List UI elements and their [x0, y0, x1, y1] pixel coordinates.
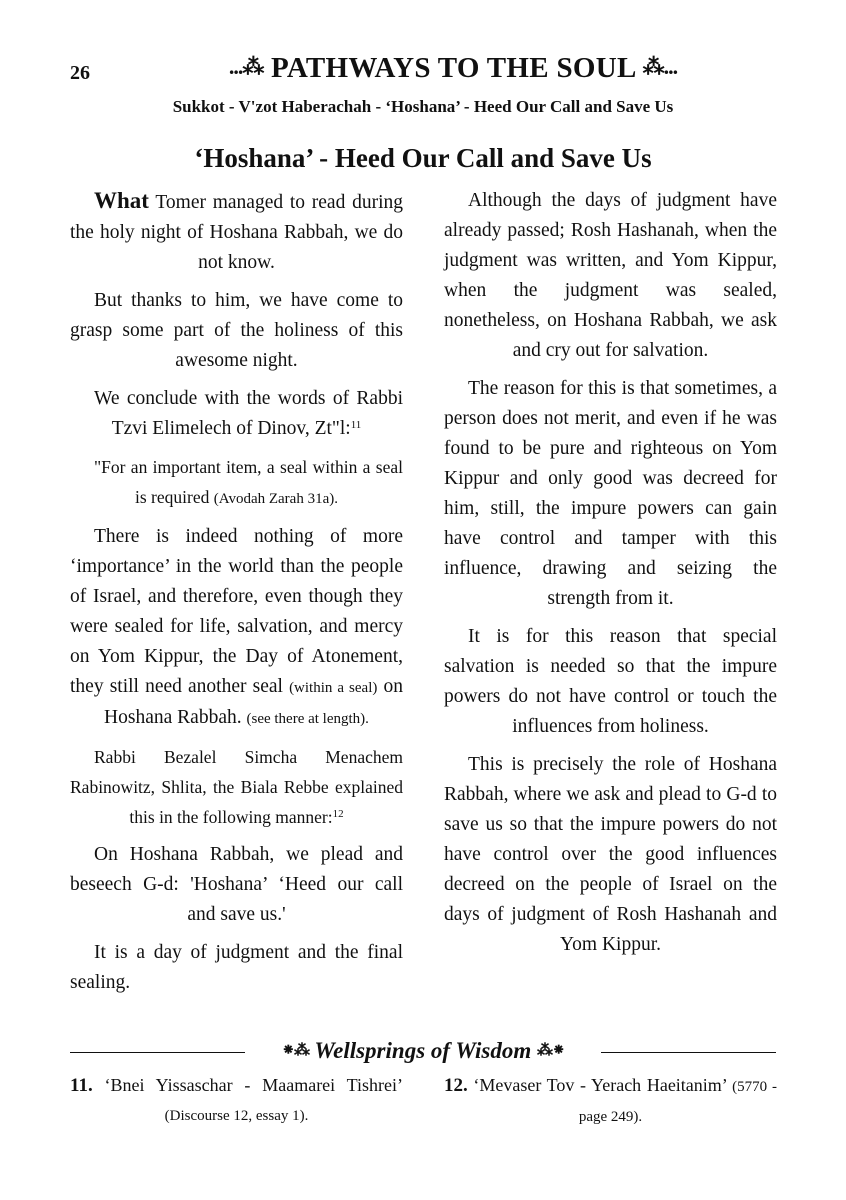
- ornament-left-icon: ⁕⁂: [281, 1042, 310, 1059]
- paragraph: Although the days of judgment have already passed; Rosh Hashanah, when the judgment was written, and Yom Kippur, when the judgment was sealed, nonetheless, on Hoshana Rabbah, we ask and cry out for salvation.: [444, 190, 777, 361]
- article-title: ‘Hoshana’ - Heed Our Call and Save Us: [194, 143, 652, 173]
- citation: (see there at length).: [246, 711, 369, 727]
- footnote-citation: (Discourse 12, essay 1).: [164, 1108, 309, 1124]
- footnote-number: 12.: [444, 1075, 468, 1096]
- page-number: 26: [70, 62, 90, 84]
- ornament-right-icon: ⁂...: [642, 54, 678, 79]
- citation: (within a seal): [289, 680, 378, 696]
- divider-label: ⁕⁂ Wellsprings of Wisdom ⁂⁕: [281, 1038, 565, 1063]
- left-column: [70, 186, 403, 1006]
- footnote-ref: 12: [332, 808, 344, 820]
- paragraph: We conclude with the words of Rabbi Tzvi Elimelech of Dinov, Zt"l:$^{11}$: [94, 388, 403, 439]
- footnote-11: 11. ‘Bnei Yissaschar - Maamarei Tishrei’ (Discourse 12, essay 1).: [70, 1075, 403, 1124]
- page-header: [70, 52, 776, 92]
- paragraph: What Tomer managed to read during the holy night of Hoshana Rabbah, we do not know.: [70, 188, 403, 273]
- ornament-right-icon: ⁂⁕: [536, 1042, 565, 1059]
- quote-paragraph: "For an important item, a seal within a seal is required (Avodah Zarah 31a).: [94, 457, 403, 507]
- paragraph: It is a day of judgment and the final sealing.: [70, 942, 403, 993]
- section-subtitle: Sukkot - V'zot Haberachah - ‘Hoshana’ - Heed Our Call and Save Us: [172, 97, 674, 116]
- paragraph: Rabbi Bezalel Simcha Menachem Rabinowitz, Shlita, the Biala Rebbe explained this in the following manner:$^{12}$: [70, 747, 403, 827]
- footnote-citation: (5770 - page 249).: [578, 1079, 777, 1125]
- paragraph: But thanks to him, we have come to grasp some part of the holiness of this awesome night.: [70, 290, 403, 371]
- paragraph: This is precisely the role of Hoshana Rabbah, where we ask and plead to G-d to save us so that the impure powers do not have control over the good influences decreed on the people of Israel on the days of judgment of Rosh Hashanah and Yom Kippur.: [444, 754, 777, 955]
- footnote-ref: 11: [350, 419, 362, 431]
- paragraph: On Hoshana Rabbah, we plead and beseech G-d: 'Hoshana’ ‘Heed our call and save us.': [70, 844, 403, 925]
- footnote-divider: [70, 1038, 776, 1066]
- running-title: [130, 52, 776, 85]
- citation: (Avodah Zarah 31a).: [213, 491, 338, 507]
- paragraph: It is for this reason that special salvation is needed so that the impure powers do not have control or touch the influences from holiness.: [444, 626, 777, 737]
- lead-word: What: [94, 188, 149, 213]
- footnote-number: 11.: [70, 1075, 93, 1096]
- footnote-12: 12. ‘Mevaser Tov - Yerach Haeitanim’ (5770 - page 249).: [444, 1075, 777, 1125]
- right-column: [444, 186, 777, 968]
- running-title-text: PATHWAYS TO THE SOUL: [270, 52, 636, 84]
- paragraph: The reason for this is that sometimes, a person does not merit, and even if he was found to be pure and righteous on Yom Kippur and only good was decreed for him, still, the impure powers can gain have control and tamper with this influence, drawing and seizing the strength from it.: [444, 378, 777, 609]
- ornament-left-icon: ...⁂: [228, 54, 264, 79]
- paragraph: There is indeed nothing of more ‘importance’ in the world than the people of Israel, and therefore, even though they were sealed for life, salvation, and mercy on Yom Kippur, the Day of Atonement, they still need another seal (within a seal) on Hoshana Rabbah. (see there at length).: [70, 526, 403, 728]
